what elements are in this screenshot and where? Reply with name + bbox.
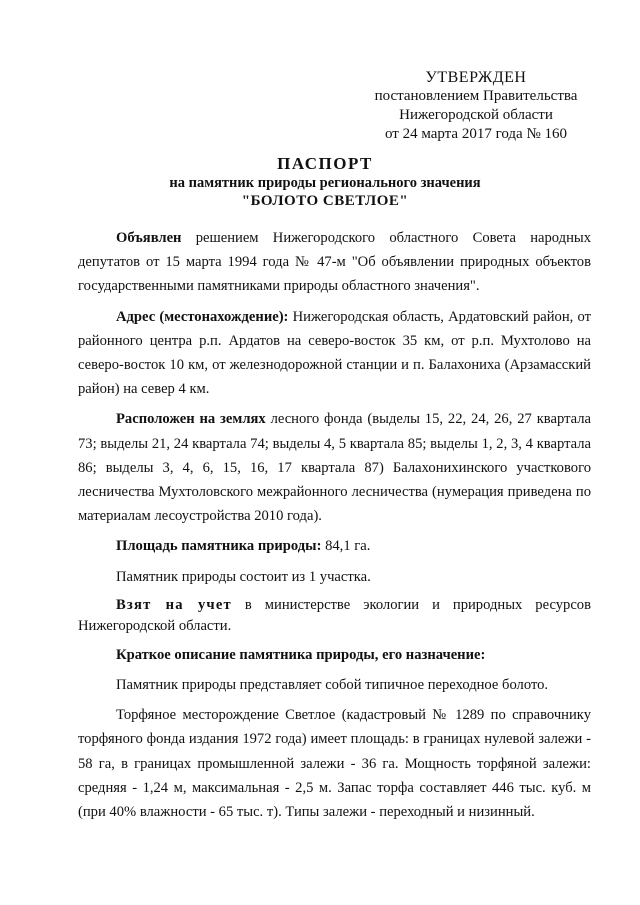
passport-title: ПАСПОРТ <box>277 154 373 173</box>
registered-label: Взят на учет <box>116 596 232 613</box>
paragraph-area <box>78 534 591 558</box>
approval-line-3: от 24 марта 2017 года № 160 <box>384 126 568 142</box>
passport-subtitle: на памятник природы регионального значения <box>169 175 481 191</box>
declared-text: решением Нижегородского областного Совета народных депутатов от 15 марта 1994 года № 47-м "Об объявлении природных объектов государственными памятниками природы областного значения". <box>78 230 591 295</box>
area-text: 84,1 га. <box>321 538 371 555</box>
paragraph-declared <box>78 226 591 299</box>
description-text-1: Памятник природы представляет собой типичное переходное болото. <box>116 677 549 694</box>
paragraph-description-2 <box>78 703 591 824</box>
located-text: лесного фонда (выделы 15, 22, 24, 26, 27 квартала 73; выделы 21, 24 квартала 74; выделы 4, 5 квартала 85; выделы 1, 2, 3, 4 квартала 86; выделы 3, 4, 6, 15, 16, 17 квартала 87) Балахонихинского участкового лесничества Мухтоловского межрайонного лесничества (нумерация приведена по материалам лесоустройства 2010 года). <box>78 411 591 525</box>
paragraph-registered <box>78 595 591 637</box>
monument-name: "БОЛОТО СВЕТЛОЕ" <box>241 193 409 209</box>
description-label: Краткое описание памятника природы, его назначение: <box>116 646 486 663</box>
registered-text: в министерстве экологии и природных ресурсов Нижегородской области. <box>78 596 591 634</box>
address-label: Адрес (местонахождение): <box>116 308 289 325</box>
document-body <box>78 226 591 830</box>
paragraph-description-1 <box>78 673 591 697</box>
approval-title: УТВЕРЖДЕН <box>425 69 527 86</box>
located-label: Расположен на землях <box>116 411 266 428</box>
paragraph-address <box>78 305 591 402</box>
paragraph-description-heading <box>78 643 591 667</box>
area-label: Площадь памятника природы: <box>116 538 322 555</box>
paragraph-located <box>78 407 591 528</box>
address-text: Нижегородская область, Ардатовский район, от районного центра р.п. Ардатов на северо-восток 35 км, от р.п. Мухтолово на северо-восток 10 км, от железнодорожной станции и п. Балахониха (Арзамасский район) на север 4 км. <box>78 308 591 398</box>
declared-label: Объявлен <box>116 230 182 246</box>
approval-block <box>356 68 596 144</box>
approval-line-1: постановлением Правительства <box>374 88 578 104</box>
description-text-2: Торфяное месторождение Светлое (кадастровый № 1289 по справочнику торфяного фонда издания 1972 года) имеет площадь: в границах нулевой залежи - 58 га, в границах промышленной залежи - 36 га. Мощность торфяной залежи: средняя - 1,24 м, максимальная - 2,5 м. Запас торфа составляет 446 тыс. куб. м (при 40% влажности - 65 тыс. т). Типы залежи - переходный и низинный. <box>78 707 591 821</box>
approval-line-2: Нижегородской области <box>399 107 553 123</box>
parts-text: Памятник природы состоит из 1 участка. <box>116 568 371 585</box>
paragraph-parts <box>78 565 591 589</box>
